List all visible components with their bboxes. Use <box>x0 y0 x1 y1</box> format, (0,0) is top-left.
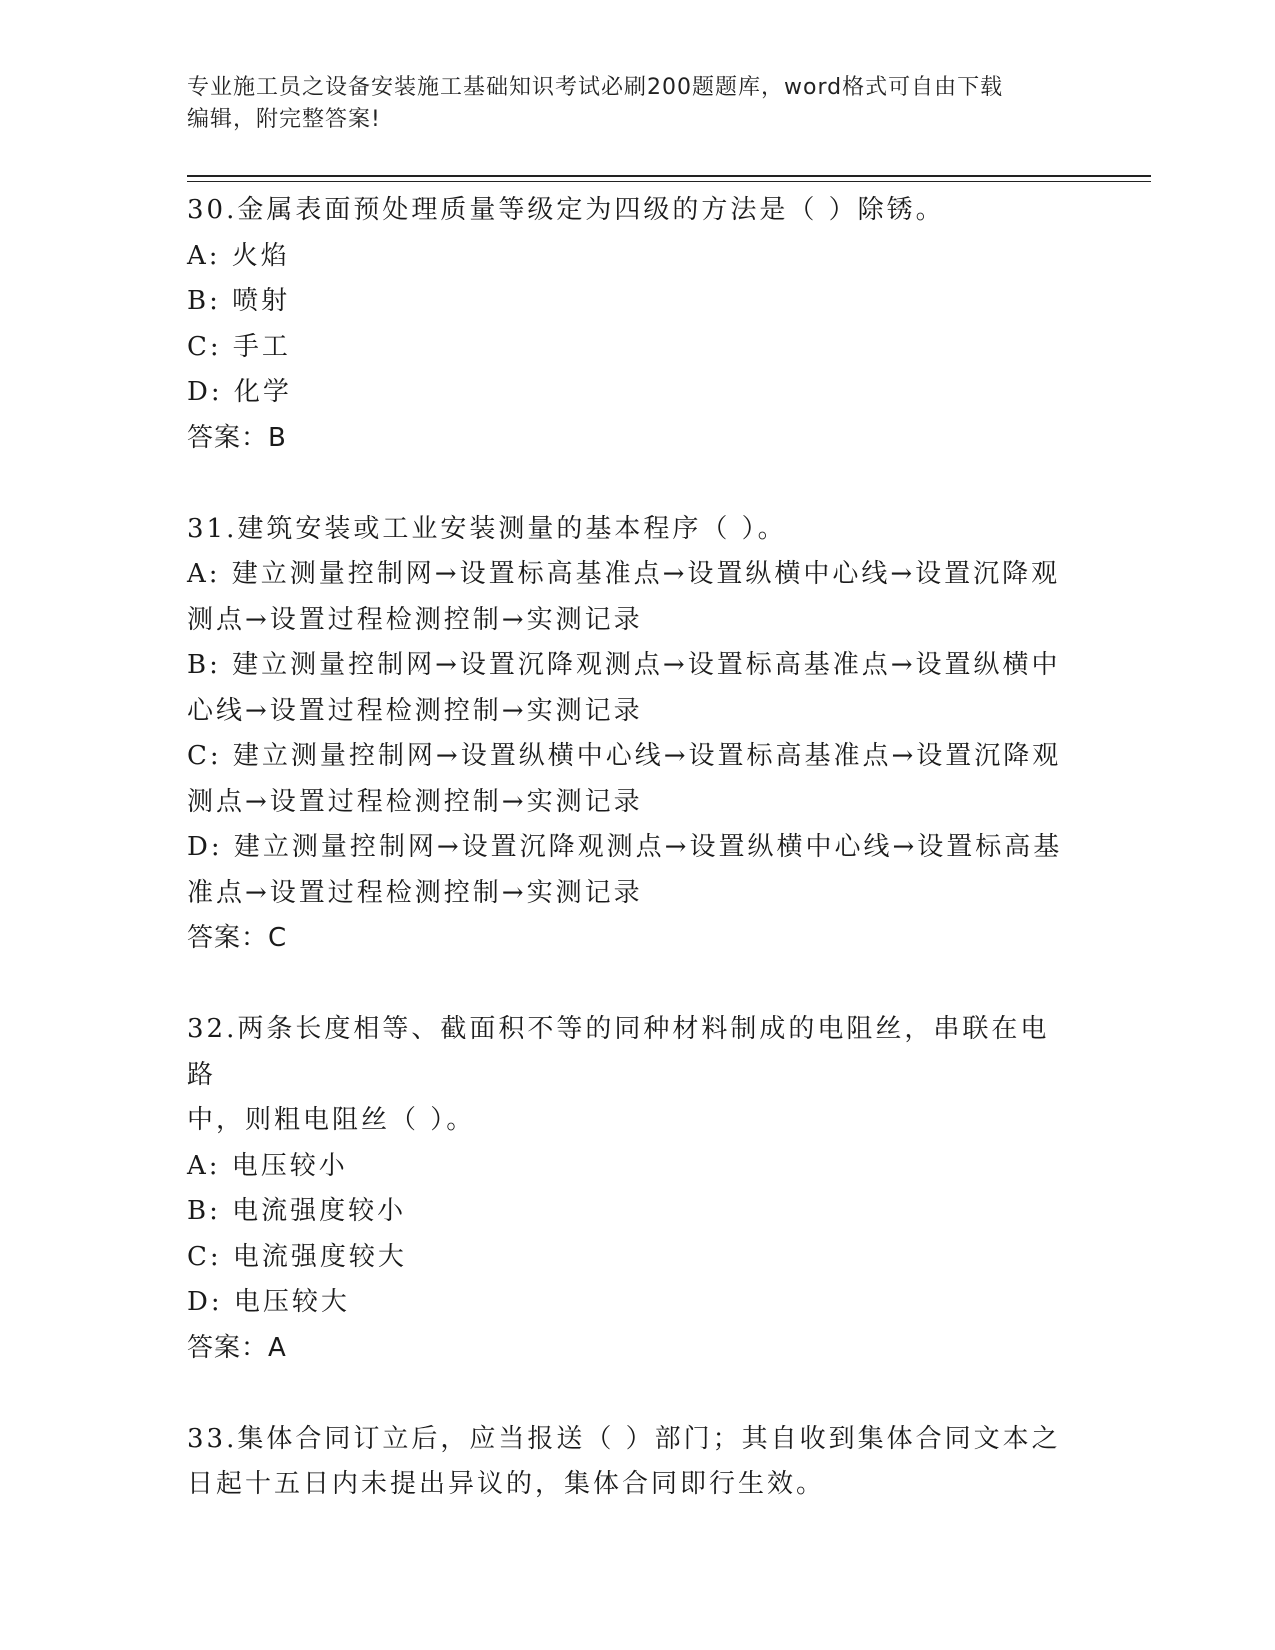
header-divider-thin <box>187 181 1151 182</box>
option-d-continued: 准点→设置过程检测控制→实测记录 <box>187 877 643 908</box>
question-31 <box>187 507 1077 962</box>
option-d: D: 化学 <box>187 377 292 407</box>
option-c: C: 手工 <box>187 331 291 362</box>
question-list <box>187 188 1077 1553</box>
question-32 <box>187 1007 1077 1371</box>
option-d: D: 电压较大 <box>187 1287 350 1317</box>
header-title-line-1: 专业施工员之设备安装施工基础知识考试必刷200题题库，word格式可自由下载 <box>187 75 1004 100</box>
header-title-line-2: 编辑，附完整答案! <box>187 107 381 132</box>
option-d: D: 建立测量控制网→设置沉降观测点→设置纵横中心线→设置标高基 <box>187 832 1063 862</box>
answer-text: 答案：A <box>187 1332 287 1363</box>
question-stem: 33.集体合同订立后，应当报送（ ）部门；其自收到集体合同文本之 <box>187 1423 1061 1454</box>
option-a: A: 建立测量控制网→设置标高基准点→设置纵横中心线→设置沉降观 <box>187 559 1061 589</box>
question-stem-continued: 中，则粗电阻丝（ ）。 <box>187 1105 476 1135</box>
option-b: B: 喷射 <box>187 286 291 316</box>
option-c-continued: 测点→设置过程检测控制→实测记录 <box>187 786 643 817</box>
option-b: B: 建立测量控制网→设置沉降观测点→设置标高基准点→设置纵横中 <box>187 650 1061 680</box>
document-header <box>187 72 1087 136</box>
question-33 <box>187 1417 1077 1508</box>
option-b-continued: 心线→设置过程检测控制→实测记录 <box>187 695 643 726</box>
question-stem: 30.金属表面预处理质量等级定为四级的方法是（ ）除锈。 <box>187 195 945 225</box>
answer-text: 答案：C <box>187 923 288 953</box>
answer-text: 答案：B <box>187 422 287 453</box>
option-a: A: 火焰 <box>187 240 290 271</box>
question-stem: 31.建筑安装或工业安装测量的基本程序（ ）。 <box>187 513 787 544</box>
option-a-continued: 测点→设置过程检测控制→实测记录 <box>187 604 643 635</box>
option-b: B: 电流强度较小 <box>187 1196 407 1226</box>
option-c: C: 建立测量控制网→设置纵横中心线→设置标高基准点→设置沉降观 <box>187 741 1062 771</box>
question-stem: 32.两条长度相等、截面积不等的同种材料制成的电阻丝，串联在电路 <box>187 1014 1050 1090</box>
option-c: C: 电流强度较大 <box>187 1241 407 1272</box>
header-divider-thick <box>187 175 1151 177</box>
option-a: A: 电压较小 <box>187 1150 348 1181</box>
question-30 <box>187 188 1077 461</box>
question-stem-continued: 日起十五日内未提出异议的，集体合同即行生效。 <box>187 1469 826 1499</box>
